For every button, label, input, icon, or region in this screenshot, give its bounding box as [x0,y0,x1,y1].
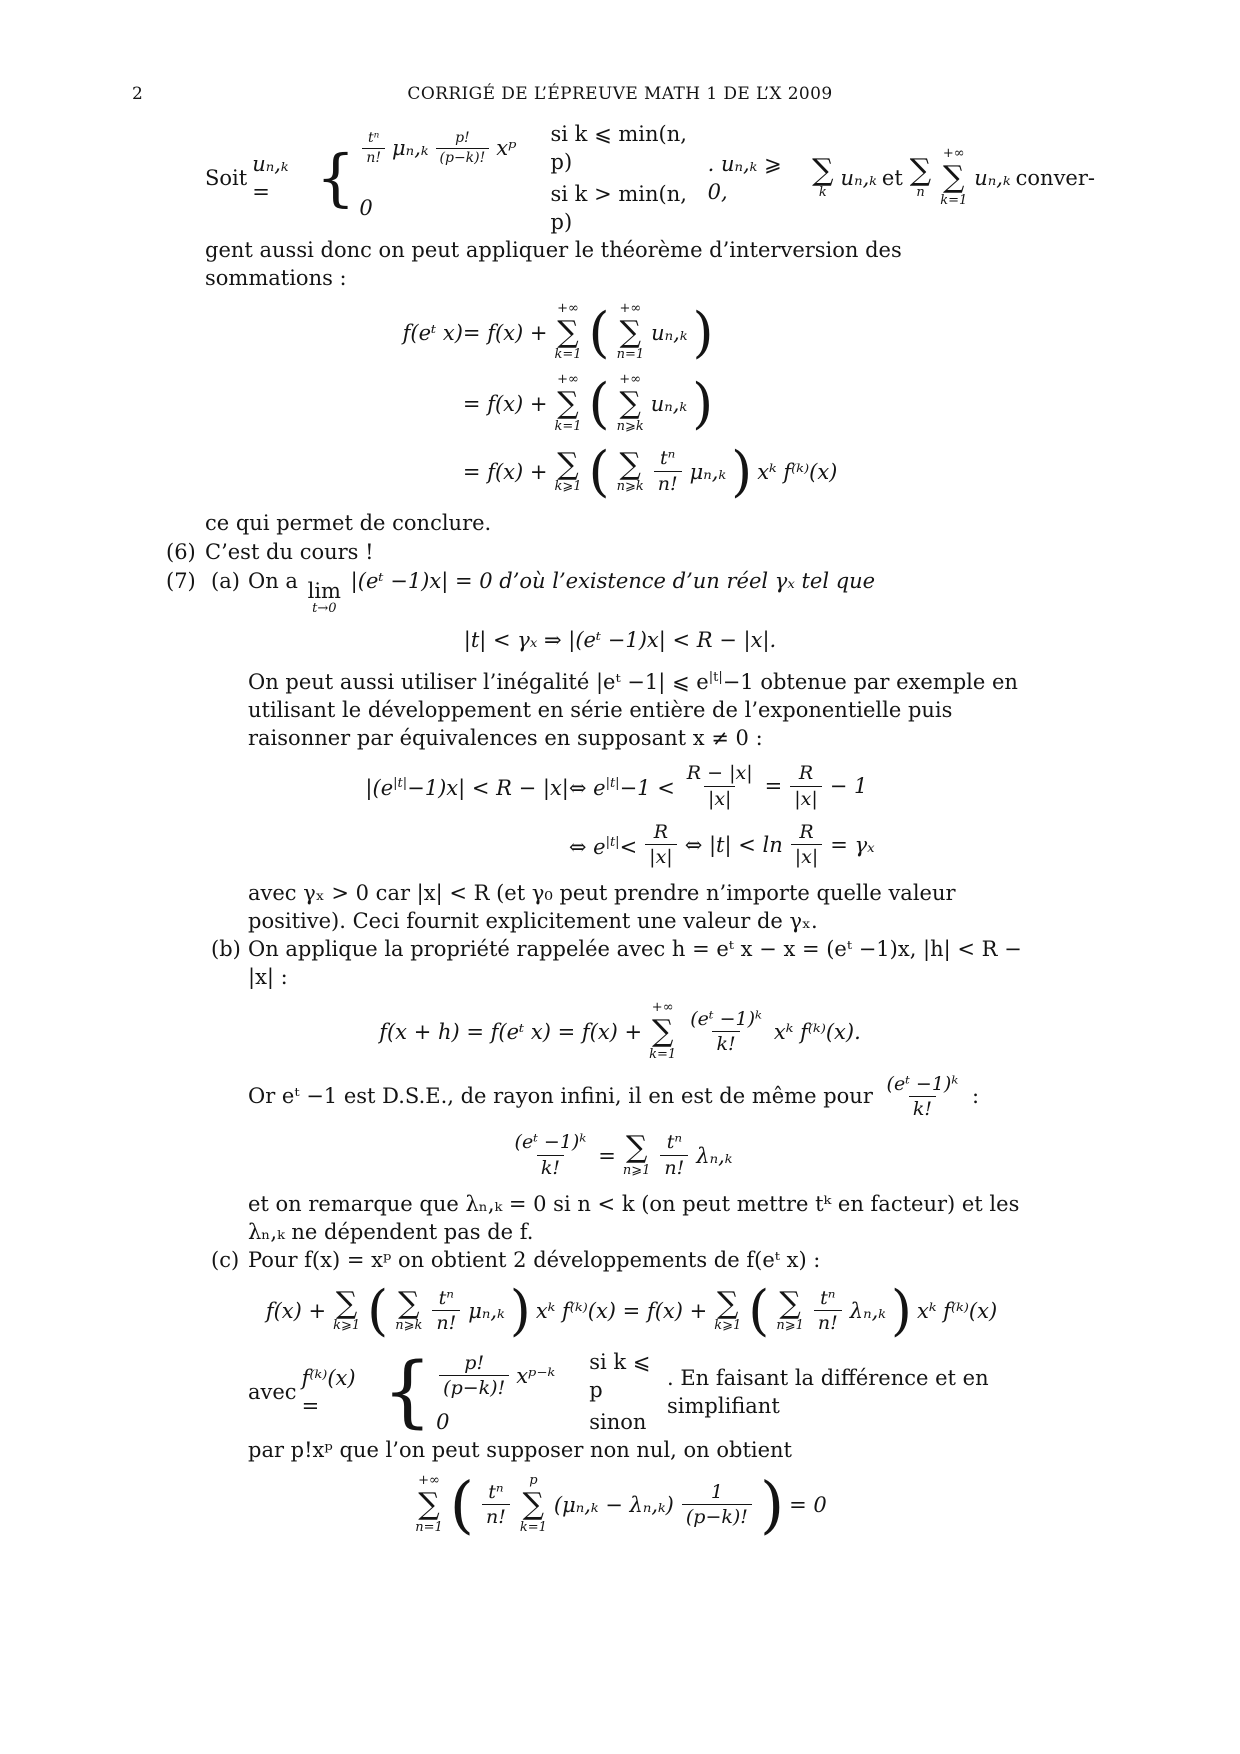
paragraph-b-dse [248,1073,1035,1122]
subitem-b-body [248,935,1035,1246]
math-text: λₙ,ₖ [696,1143,733,1168]
sum-lower-limit: n [916,185,925,201]
superscript: |t| [605,776,620,792]
paragraph-c-intro: Pour f(x) = xᵖ on obtient 2 développements de f(eᵗ x) : [248,1247,821,1272]
fraction-numerator: R − |x| [686,762,753,785]
math-text: uₙ,ₖ [974,166,1011,190]
case-condition: si k ⩽ p [589,1349,651,1402]
fraction-numerator: 1 [710,1480,723,1503]
big-right-paren: ) [509,1278,531,1342]
math-text: xᵏ f⁽ᵏ⁾(x) [917,1298,998,1323]
cases-construct [383,1348,662,1436]
fraction [654,447,682,496]
sigma-symbol: ∑ [335,1285,358,1321]
sigma-symbol: ∑ [812,152,834,188]
fraction-numerator: R [798,762,814,785]
sigma-symbol: ∑ [619,386,641,422]
subitem-a [205,567,1035,935]
fraction-denominator: |x| [791,844,823,869]
big-left-paren: ( [449,1467,474,1541]
page-header [132,80,1108,108]
paragraph-conclure: ce qui permet de conclure. [205,510,492,535]
sum-operator [554,302,581,363]
sum-lower-limit: k=1 [554,418,582,434]
sum-operator [554,373,581,434]
item-7 [166,567,1035,1546]
fraction-denominator: (p−k)! [439,1375,509,1400]
fraction-numerator: tⁿ [666,1131,683,1154]
case-value [359,130,516,167]
fraction-numerator: p! [464,1351,485,1374]
limit-operator [307,578,341,616]
big-left-paren: ( [748,1278,770,1342]
fraction-numerator: (eᵗ −1)ᵏ [886,1072,959,1095]
sum-operator [812,152,834,201]
math-text: uₙ,ₖ [840,166,877,190]
sum-lower-limit: k=1 [554,347,582,363]
math-text: μₙ,ₖ [468,1298,505,1323]
fraction-denominator: k! [712,1031,739,1056]
math-text: = γₓ [830,832,875,857]
fraction-numerator: tⁿ [438,1286,454,1309]
math-text: f(eᵗ x) [402,320,463,345]
paragraph-b-intro: On applique la propriété rappelée avec h = eᵗ x − x = (eᵗ −1)x, |h| < R − |x| : [248,937,1022,990]
cases-rows [436,1348,662,1436]
sum-lower-limit: n⩾k [395,1318,423,1334]
sum-lower-limit: k⩾1 [333,1318,361,1334]
page-content [166,120,1095,1546]
big-left-paren: ( [588,372,610,436]
case-value [436,1352,555,1401]
fraction-denominator: (p−k)! [682,1504,752,1529]
sum-operator [415,1474,443,1535]
cases-rows [359,120,702,236]
fraction-denominator: |x| [704,786,736,811]
math-text: ⇔ $e^{|t|}-1$ < [568,776,675,801]
fraction-denominator: n! [482,1504,510,1529]
sum-lower-limit: n=1 [616,347,645,363]
math-text: uₙ,ₖ = [252,152,289,204]
text: Or eᵗ −1 est D.S.E., de rayon infini, il en est de même pour [248,1083,873,1108]
fraction [814,1287,842,1336]
sigma-symbol: ∑ [909,152,932,188]
case-value: 0 [359,196,373,220]
math-text: = f(x) + [462,320,548,345]
sum-operator [909,152,932,201]
sum-operator [617,373,644,434]
math-text: $|(e^{|t|}-1)x| < R - |x|$ [365,776,569,801]
sum-upper-limit: +∞ [619,372,642,388]
math-text: = [598,1143,616,1168]
sigma-symbol: ∑ [619,446,641,482]
superscript: |t| [708,670,723,686]
big-left-paren: ( [367,1278,389,1342]
equation-rhs [463,373,837,434]
math-text: uₙ,ₖ [651,320,688,345]
equation-interversion [205,300,1035,503]
sum-lower-limit: k=1 [519,1519,547,1535]
fraction [482,1481,510,1530]
left-brace: { [315,141,356,214]
subitem-a-body [248,567,1035,935]
fraction-denominator: k! [537,1155,564,1180]
sigma-symbol: ∑ [522,1487,545,1523]
text: avec [248,1379,297,1404]
big-right-paren: ) [692,372,714,436]
lim-symbol: lim [307,578,341,603]
fraction-numerator: p! [455,129,470,146]
text: On a [248,568,298,593]
sum-upper-limit: +∞ [942,146,965,162]
math-text: uₙ,ₖ [650,392,688,417]
fraction-numerator: tⁿ [660,447,676,470]
text: On peut aussi utiliser l’inégalité |eᵗ −1| ⩽ e [248,670,709,695]
fraction [511,1131,591,1180]
sigma-symbol: ∑ [398,1285,420,1321]
sum-operator [714,1285,742,1334]
text: conver- [1015,166,1095,190]
fraction [682,1481,752,1530]
math-text: = f(x) + [462,392,548,417]
fraction-denominator: k! [909,1096,936,1121]
math-text: λₙ,ₖ [849,1298,886,1323]
sum-lower-limit: k=1 [649,1046,677,1062]
equation-equivalences [205,762,1035,869]
fraction [791,821,823,870]
paragraph-b-remarque: et on remarque que λₙ,ₖ = 0 si n < k (on peut mettre tᵏ en facteur) et les λₙ,ₖ ne dépendent pas de f. [248,1191,1020,1244]
sum-operator [554,446,582,495]
equation-lhs [403,319,463,347]
sum-lower-limit: k [818,185,827,201]
case-condition: si k > min(n, p) [550,182,687,234]
sum-lower-limit: n⩾k [616,479,644,495]
fraction-denominator: n! [654,471,682,496]
sigma-symbol: ∑ [557,314,579,350]
document-title: CORRIGÉ DE L’ÉPREUVE MATH 1 DE L’X 2009 [407,84,833,104]
sum-lower-limit: n⩾1 [622,1162,651,1178]
sum-operator [623,1132,651,1178]
equation-lhs [365,770,568,802]
math-text: xᵖ⁻ᵏ [516,1363,556,1388]
math-text: f(x) + [265,1298,327,1323]
big-right-paren: ) [731,439,753,503]
big-left-paren: ( [588,300,610,364]
sum-lower-limit: n⩾k [616,418,644,434]
paragraph-soit-line2: gent aussi donc on peut appliquer le théorème d’interversion des sommations : [205,238,902,290]
sum-lower-limit: k⩾1 [714,1318,742,1334]
fraction-numerator: tⁿ [488,1480,504,1503]
sigma-symbol: ∑ [717,1285,739,1321]
aligned-equations [402,300,838,503]
subitem-b-label: (b) [211,937,241,962]
sum-operator [617,302,645,363]
text: −1 obtenue par exemple en utilisant le développement en série entière de l’exponentielle puis raisonner par équivalences en supposant x ≠ 0 : [248,670,1018,751]
sum-lower-limit: k⩾1 [554,479,582,495]
sum-operator [616,446,644,495]
paragraph-soit-cases [205,120,1095,236]
sum-operator [940,147,967,208]
cases-construct [316,120,703,236]
superscript: |t| [393,776,408,792]
math-text: − 1 [829,774,868,799]
sum-operator [520,1474,547,1535]
fraction [432,1287,460,1336]
subitem-c [205,1246,1035,1546]
fraction [439,1352,509,1401]
fraction-denominator: |x| [790,786,822,811]
math-text: xᵏ f⁽ᵏ⁾(x) [757,459,838,484]
fraction-denominator: |x| [645,844,677,869]
sigma-symbol: ∑ [418,1487,440,1523]
sigma-symbol: ∑ [557,446,579,482]
big-left-paren: ( [588,439,610,503]
fraction-denominator: n! [432,1310,460,1335]
fraction-denominator: n! [660,1155,688,1180]
fraction-numerator: R [799,820,814,843]
math-text: ⇔ |t| < ln [684,832,783,857]
sum-upper-limit: +∞ [619,301,642,316]
math-text: . uₙ,ₖ ⩾ 0, [707,152,782,204]
equation-lambda [205,1131,1035,1180]
fraction [683,762,757,811]
fraction [645,821,677,870]
math-text: |t| < γₓ ⇒ |(eᵗ −1)x| < R − |x|. [463,628,777,653]
fraction [436,130,490,167]
sigma-symbol: ∑ [557,386,579,422]
math-text: Soit [205,166,248,190]
math-text: μₙ,ₖ [689,459,727,484]
fraction-numerator: R [653,820,669,843]
paragraph-a-inegalite [248,664,1035,752]
math-text: f⁽ᵏ⁾(x) = [301,1365,356,1418]
item-7-label: (7) [166,568,196,593]
math-text: ⇔ $e^{|t|}<$ [568,834,638,859]
math-text: f(x + h) = f(eᵗ x) = f(x) + [379,1019,643,1044]
item-6-text: C’est du cours ! [205,539,374,564]
sigma-symbol: ∑ [779,1285,801,1321]
sum-operator [649,1001,676,1062]
text: et [881,166,903,190]
case-value: 0 [436,1409,450,1434]
sum-operator [395,1285,423,1334]
equation-rhs [569,762,875,811]
subitem-b [205,935,1035,1246]
sum-operator [776,1285,804,1334]
fraction [660,1131,688,1180]
equation-rhs [462,439,838,503]
math-text: |(eᵗ −1)x| = 0 d’où l’existence d’un réel γₓ tel que [350,568,876,593]
fraction [362,130,385,167]
math-text: xᵏ f⁽ᵏ⁾(x) = f(x) + [535,1298,708,1323]
subitem-a-label: (a) [211,568,240,593]
sum-upper-limit: +∞ [557,372,579,388]
sigma-symbol: ∑ [651,1014,674,1050]
math-text: μₙ,ₖ [392,136,429,160]
item-6 [166,538,1035,566]
math-text: xᵖ [496,136,517,160]
sigma-symbol: ∑ [619,314,642,350]
fraction-numerator: (eᵗ −1)ᵏ [514,1131,587,1154]
math-text: = [764,774,783,799]
paragraph-c-cases [248,1348,1095,1436]
subitem-c-body [248,1246,1035,1546]
equation-rhs [463,302,837,363]
left-brace: { [382,1346,433,1437]
big-right-paren: ) [759,1467,785,1541]
sum-lower-limit: n⩾1 [776,1318,804,1334]
fraction-numerator: (eᵗ −1)ᵏ [690,1007,762,1030]
paragraph-c-simplifier: par p!xᵖ que l’on peut supposer non nul, on obtient [248,1437,793,1462]
fraction-numerator: tⁿ [820,1286,836,1309]
equation-gamma [205,626,1035,654]
sum-upper-limit: +∞ [418,1473,440,1489]
sum-operator [333,1285,361,1334]
math-text: = 0 [789,1492,827,1517]
sum-upper-limit: p [529,1473,538,1489]
superscript: |t| [605,834,620,850]
fraction [686,1008,766,1057]
item-6-label: (6) [166,539,196,564]
equation-deux-developpements [173,1278,1090,1342]
case-condition: sinon [589,1409,647,1434]
fraction-denominator: (p−k)! [436,148,490,167]
page-number: 2 [132,84,143,104]
sigma-symbol: ∑ [625,1130,648,1166]
fraction-numerator: tⁿ [368,129,380,146]
fraction [883,1073,963,1122]
text: . En faisant la différence et en simplifiant [667,1365,989,1418]
sum-upper-limit: +∞ [557,301,579,316]
fraction [790,762,822,811]
math-text: (μₙ,ₖ − λₙ,ₖ) [553,1492,674,1517]
equation-rhs [569,821,875,870]
sum-upper-limit: +∞ [651,1000,674,1016]
paragraph-a-intro [248,567,1035,616]
big-right-paren: ) [890,1278,912,1342]
lim-subscript: t→0 [312,600,337,616]
sum-lower-limit: k=1 [940,192,968,208]
equation-finale [205,1467,1035,1541]
case-condition: si k ⩽ min(n, p) [550,122,687,174]
subitem-c-label: (c) [211,1247,240,1272]
text: : [971,1083,980,1108]
sigma-symbol: ∑ [943,160,965,196]
fraction-denominator: n! [814,1310,842,1335]
big-right-paren: ) [692,300,714,364]
math-text: xᵏ f⁽ᵏ⁾(x). [773,1019,861,1044]
math-text: = f(x) + [462,459,548,484]
paragraph-a-gamma-positive: avec γₓ > 0 car |x| < R (et γ₀ peut prendre n’importe quelle valeur positive). Ceci fournit explicitement une valeur de γₓ. [248,881,956,934]
equation-taylor [205,1001,1035,1062]
aligned-equations [365,762,874,869]
fraction-denominator: n! [362,148,385,167]
sum-lower-limit: n=1 [415,1519,443,1535]
